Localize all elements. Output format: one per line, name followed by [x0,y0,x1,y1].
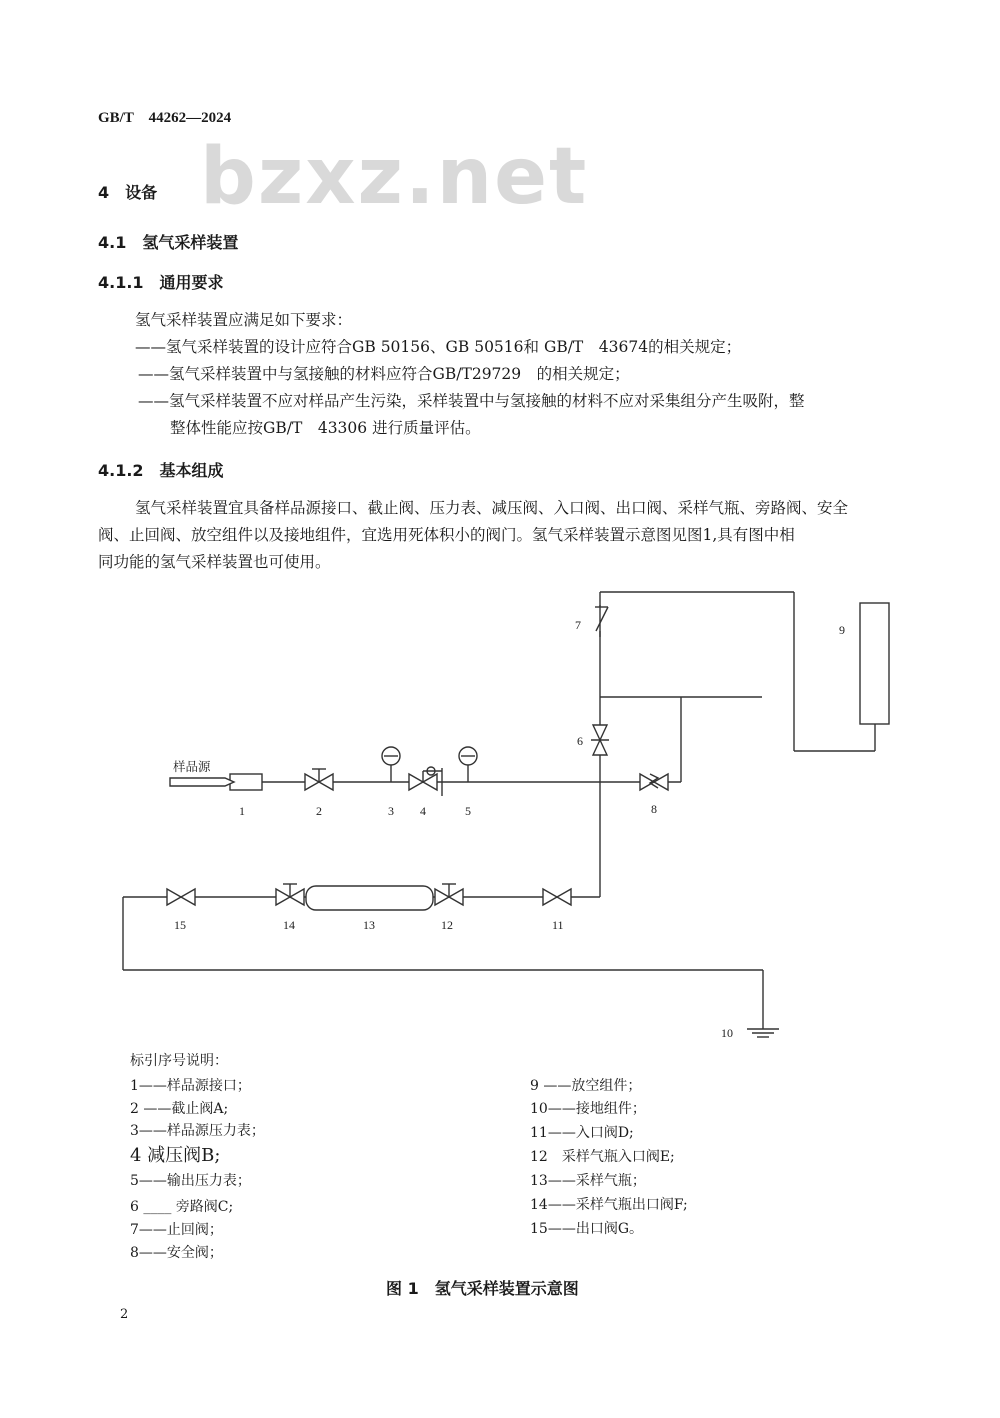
figure-caption: 图 1 氢气采样装置示意图 [386,1279,579,1298]
label-9: 9 [839,623,845,637]
label-14: 14 [283,918,295,932]
legend-item: 6 ____ 旁路阀C; [130,1199,234,1215]
cylinder-inlet-valve-12 [435,884,463,905]
label-2: 2 [316,804,322,818]
legend-item: 10——接地组件； [530,1101,646,1117]
legend-item: 1——样品源接口； [130,1078,251,1094]
label-5: 5 [465,804,471,818]
label-13: 13 [363,918,375,932]
label-10: 10 [721,1026,733,1040]
label-1: 1 [239,804,245,818]
inlet-valve-11 [543,889,571,905]
sampling-cylinder-13 [306,886,433,910]
sample-source-arrow [170,778,234,786]
requirements-intro: 氢气采样装置应满足如下要求： [135,311,353,329]
cylinder-outlet-valve-14 [276,884,304,905]
composition-paragraph: 阀、止回阀、放空组件以及接地组件，宜选用死体积小的阀门。氢气采样装置示意图见图1,具有图中相 [98,526,795,544]
legend-item: 4 减压阀B; [130,1145,221,1166]
legend-item: 12 采样气瓶入口阀E; [530,1149,675,1165]
legend-item: 14——采样气瓶出口阀F; [530,1197,688,1213]
label-3: 3 [388,804,394,818]
safety-valve-8 [640,774,668,790]
composition-paragraph: 同功能的氢气采样装置也可使用。 [98,553,331,571]
vent-assembly-9 [860,603,889,724]
legend-title: 标引序号说明： [130,1053,228,1069]
legend-item: 8——安全阀； [130,1245,223,1261]
reducing-valve-4 [409,767,442,796]
label-15: 15 [174,918,186,932]
outlet-valve-15 [167,889,195,905]
legend-item: 13——采样气瓶； [530,1173,646,1189]
requirement-item: ——氢气采样装置中与氢接触的材料应符合GB/T29729 的相关规定； [138,365,630,383]
legend-item: 9 ——放空组件； [530,1078,642,1094]
composition-paragraph: 氢气采样装置宜具备样品源接口、截止阀、压力表、减压阀、入口阀、出口阀、采样气瓶、旁路阀、安全 [135,499,849,517]
document-id: GB/T 44262—2024 [98,110,232,126]
sample-source-label: 样品源 [173,760,211,774]
section-4-1-heading: 4.1 氢气采样装置 [98,233,239,252]
label-12: 12 [441,918,453,932]
label-8: 8 [651,802,657,816]
legend-item: 2 ——截止阀A; [130,1101,229,1117]
section-4-1-2-heading: 4.1.2 基本组成 [98,461,224,480]
bypass-valve-6 [591,725,609,755]
check-valve-7-flap [596,607,608,631]
section-4-1-1-heading: 4.1.1 通用要求 [98,273,224,292]
legend-item: 15——出口阀G。 [530,1221,643,1237]
requirement-item-continuation: 整体性能应按GB/T 43306 进行质量评估。 [170,419,481,437]
label-6: 6 [577,734,583,748]
hydrogen-sampling-schematic [100,585,900,1055]
legend-item: 11——入口阀D; [530,1125,634,1141]
page-number: 2 [120,1307,129,1322]
label-4: 4 [420,804,426,818]
label-11: 11 [552,918,564,932]
label-7: 7 [575,618,581,632]
requirement-item: ——氢气采样装置不应对样品产生污染，采样装置中与氢接触的材料不应对采集组分产生吸附，整 [138,392,805,410]
requirement-item: ——氢气采样装置的设计应符合GB 50156、GB 50516和 GB/T 43674的相关规定； [135,338,742,356]
legend-item: 7——止回阀； [130,1222,223,1238]
section-4-heading: 4 设备 [98,183,158,202]
ground-symbol-10 [747,1029,779,1037]
legend-item: 3——样品源压力表； [130,1123,265,1139]
watermark: bzxz.net [200,132,589,222]
legend-item: 5——输出压力表； [130,1173,251,1189]
shutoff-valve-2 [305,769,333,790]
